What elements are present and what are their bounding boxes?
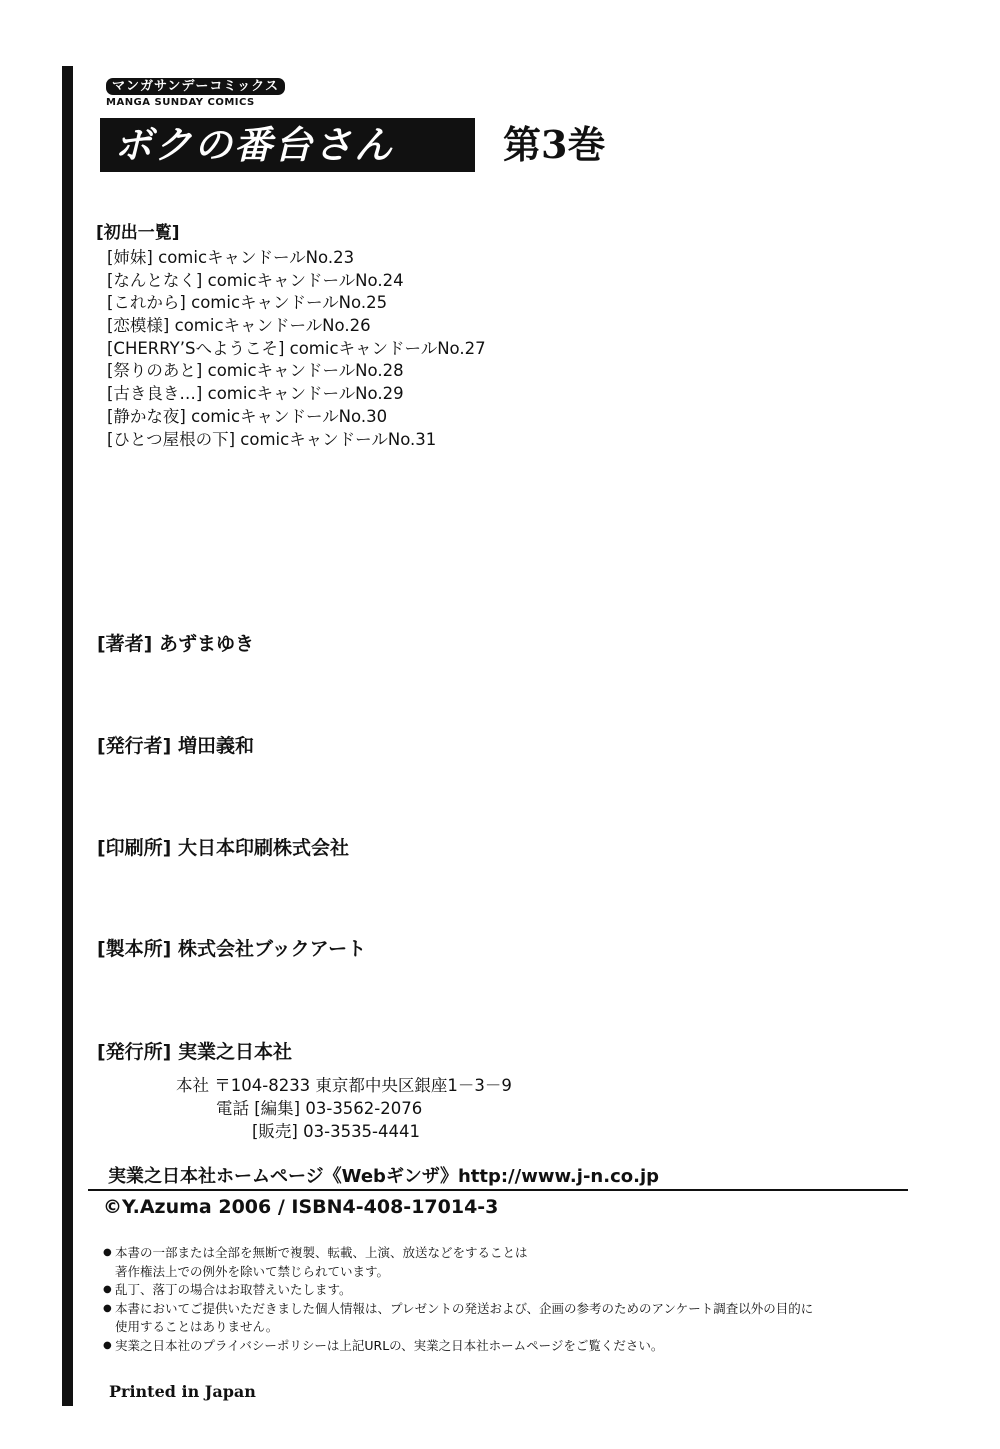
note-continuation: 使用することはありません。: [115, 1319, 279, 1334]
series-label-en: MANGA SUNDAY COMICS: [106, 97, 255, 108]
note-item: ● 本書の一部または全部を無断で複製、転載、上演、放送などをすることは: [103, 1244, 813, 1263]
printer-credit: [印刷所] 大日本印刷株式会社: [97, 837, 349, 859]
note-item: ● 実業之日本社のプライバシーポリシーは上記URLの、実業之日本社ホームページをご覧ください。: [103, 1337, 813, 1356]
publisher-credit: [発行所] 実業之日本社: [97, 1041, 292, 1063]
divider-rule: [88, 1189, 908, 1191]
list-item: [ひとつ屋根の下] comicキャンドールNo.31: [107, 429, 437, 449]
series-logo: [106, 75, 285, 108]
issuer-credit: [発行者] 増田義和: [97, 735, 254, 757]
author-credit: [著者] あずまゆき: [97, 633, 254, 655]
first-appearance-heading: [初出一覧]: [96, 223, 180, 243]
phone-sales: [販売] 03-3535-4441: [252, 1122, 421, 1141]
phone-editorial: 電話 [編集] 03-3562-2076: [216, 1099, 423, 1118]
note-item: ● 乱丁、落丁の場合はお取替えいたします。: [103, 1281, 813, 1300]
printed-in-japan: Printed in Japan: [109, 1382, 256, 1401]
list-item: [恋模様] comicキャンドールNo.26: [107, 316, 371, 336]
series-label-jp: マンガサンデーコミックス: [106, 78, 285, 95]
volume-number: 第3巻: [503, 122, 606, 167]
list-item: [静かな夜] comicキャンドールNo.30: [107, 406, 388, 426]
note-item: ● 本書においてご提供いただきました個人情報は、プレゼントの発送および、企画の参考のためのアンケート調査以外の目的に: [103, 1300, 813, 1319]
homepage-line: 実業之日本社ホームページ《Webギンザ》http://www.j-n.co.jp: [108, 1166, 659, 1187]
list-item: [古き良き…] comicキャンドールNo.29: [107, 384, 404, 404]
list-item: [姉妹] comicキャンドールNo.23: [107, 248, 355, 267]
book-title: ボクの番台さん: [100, 118, 475, 172]
list-item: [祭りのあと] comicキャンドールNo.28: [107, 361, 404, 381]
list-item: [CHERRY’Sへようこそ] comicキャンドールNo.27: [107, 338, 486, 358]
first-appearance-list: [107, 247, 486, 451]
left-border-rule: [62, 66, 73, 1406]
list-item: [これから] comicキャンドールNo.25: [107, 293, 388, 313]
binder-credit: [製本所] 株式会社ブックアート: [97, 938, 367, 960]
copyright-line: ©Y.Azuma 2006 / ISBN4-408-17014-3: [103, 1196, 499, 1218]
note-continuation: 著作権法上での例外を除いて禁じられています。: [115, 1263, 390, 1279]
list-item: [なんとなく] comicキャンドールNo.24: [107, 270, 404, 290]
notes-list: [103, 1244, 813, 1355]
publisher-address: 本社 〒104-8233 東京都中央区銀座1－3－9: [176, 1076, 512, 1095]
